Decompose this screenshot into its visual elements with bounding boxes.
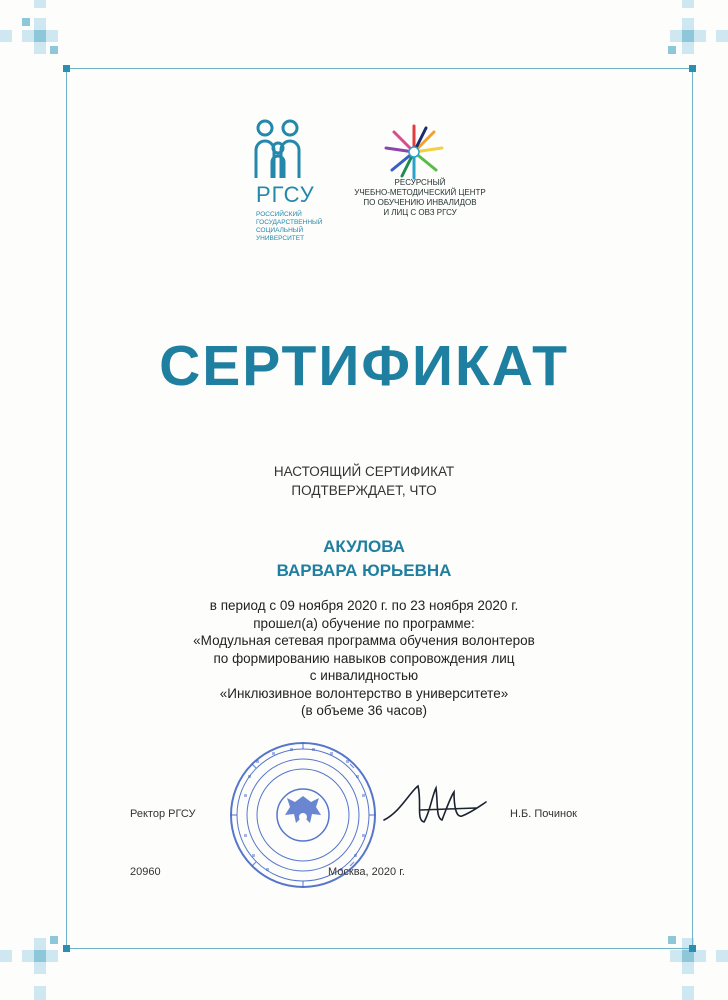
university-full-name — [256, 211, 336, 243]
program-line: по формированию навыков сопровождения лиц — [213, 650, 515, 666]
certificate-number: 20960 — [130, 866, 161, 878]
university-name-line: ГОСУДАРСТВЕННЫЙ — [256, 219, 323, 226]
signer-position: Ректор РГСУ — [130, 808, 196, 820]
university-name-line: УНИВЕРСИТЕТ — [256, 235, 305, 242]
program-line: «Модульная сетевая программа обучения волонтеров — [193, 633, 535, 648]
recipient-surname: АКУЛОВА — [323, 537, 405, 556]
confirmation-text — [0, 462, 728, 500]
university-abbreviation: РГСУ — [256, 182, 315, 207]
period-line: в период с 09 ноября 2020 г. по 23 ноября 2020 г. — [209, 598, 519, 613]
program-line: «Инклюзивное волонтерство в университете» — [219, 685, 509, 701]
certificate-title: СЕРТИФИКАТ — [159, 334, 569, 398]
university-name-line: РОССИЙСКИЙ — [256, 211, 302, 218]
program-description — [0, 597, 728, 720]
recipient-given-names: ВАРВАРА ЮРЬЕВНА — [276, 561, 452, 580]
resource-center-name — [350, 178, 490, 218]
frame-corner-marker — [689, 945, 696, 952]
frame-corner-marker — [63, 65, 70, 72]
confirmation-line: ПОДТВЕРЖДАЕТ, ЧТО — [291, 483, 437, 498]
center-name-line: РЕСУРСНЫЙ — [394, 178, 446, 187]
header-logos — [250, 118, 510, 258]
confirmation-line: НАСТОЯЩИЙ СЕРТИФИКАТ — [273, 464, 455, 479]
university-name-line: СОЦИАЛЬНЫЙ — [256, 227, 304, 234]
center-name-line: ПО ОБУЧЕНИЮ ИНВАЛИДОВ — [363, 198, 477, 207]
training-line: прошел(а) обучение по программе: — [253, 615, 475, 631]
center-name-line: И ЛИЦ С ОВЗ РГСУ — [383, 208, 457, 217]
frame-corner-marker — [63, 945, 70, 952]
center-name-line: УЧЕБНО-МЕТОДИЧЕСКИЙ ЦЕНТР — [354, 188, 486, 197]
rgsu-people-logo-icon — [250, 118, 320, 180]
frame-corner-marker — [689, 65, 696, 72]
hours-line: (в объеме 36 часов) — [300, 703, 428, 718]
signer-name: Н.Б. Починок — [510, 808, 577, 820]
recipient-name — [0, 535, 728, 583]
rector-signature — [380, 772, 490, 832]
city-date: Москва, 2020 г. — [328, 866, 405, 878]
program-line: с инвалидностью — [309, 668, 419, 683]
